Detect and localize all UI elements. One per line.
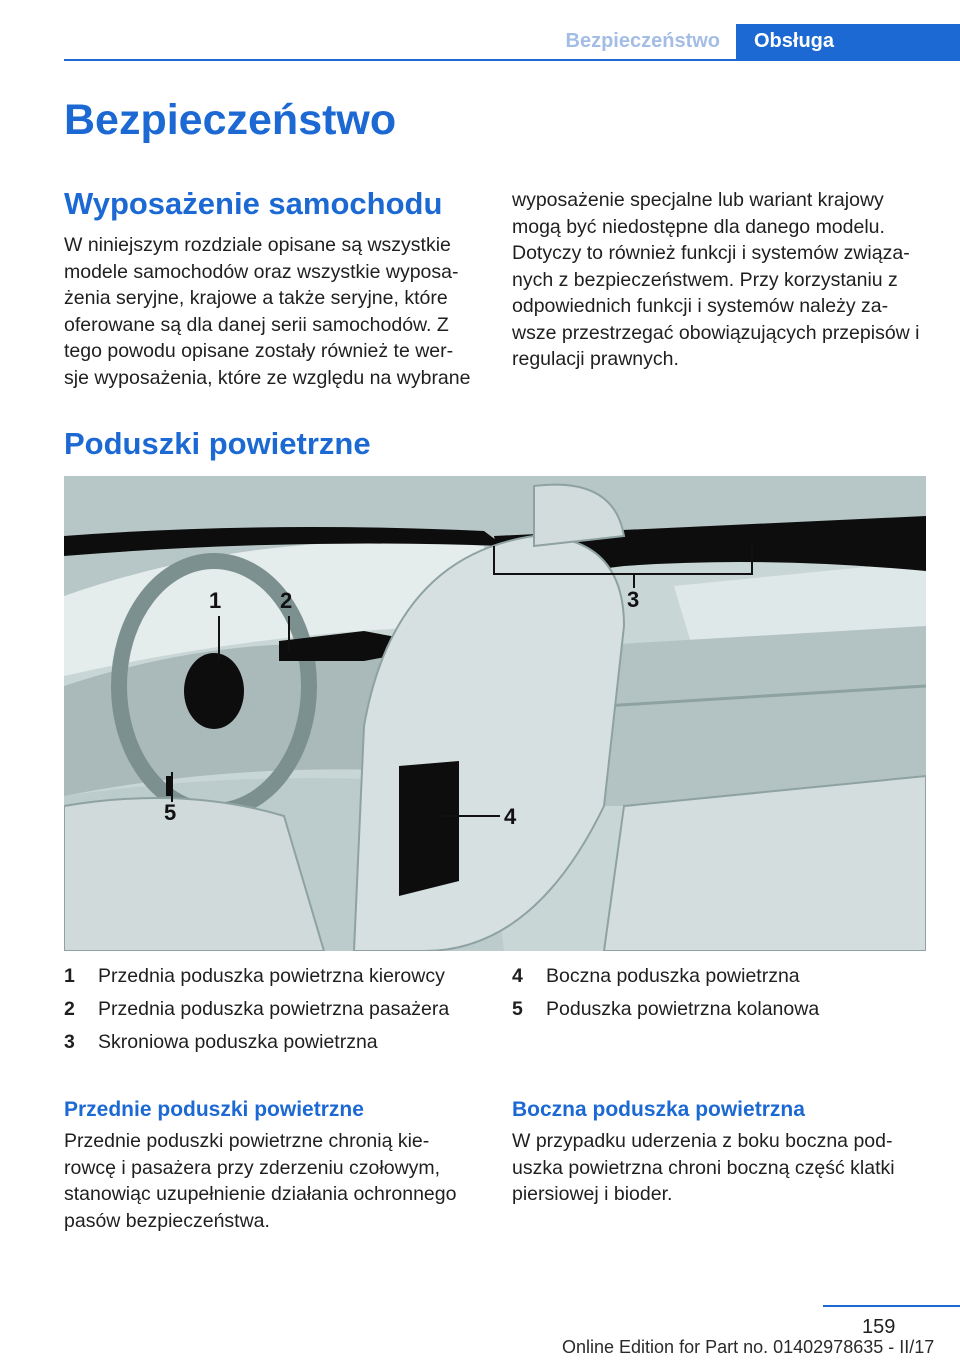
legend-number: 3	[64, 1031, 75, 1053]
legend-item	[64, 1026, 504, 1059]
callout-2: 2	[280, 588, 293, 613]
airbag-figure	[64, 476, 926, 951]
text-line: regulacji prawnych.	[512, 348, 679, 370]
text-line: uszka powietrzna chroni boczną część klatki	[512, 1156, 895, 1179]
text-line: modele samochodów oraz wszystkie wyposa‐	[64, 260, 459, 283]
text-line: tego powodu opisane zostały również te wer‐	[64, 340, 454, 362]
legend-text: Przednia poduszka powietrzna kierowcy	[98, 965, 445, 987]
text-line: Dotyczy to również funkcji i systemów związa‐	[512, 242, 910, 264]
text-line: sje wyposażenia, które ze względu na wybrane	[64, 366, 471, 389]
equipment-text-right	[512, 187, 932, 373]
text-line: piersiowej i bioder.	[512, 1183, 673, 1205]
text-line: odpowiednich funkcji i systemów należy za‐	[512, 295, 889, 317]
legend-item	[512, 993, 932, 1026]
text-line: W niniejszym rozdziale opisane są wszystkie	[64, 234, 451, 256]
side-airbag-text	[512, 1128, 932, 1208]
front-airbags-heading: Przednie poduszki powietrzne	[64, 1098, 364, 1121]
text-line: wsze przestrzegać obowiązujących przepisów i	[512, 321, 920, 344]
front-airbags-text	[64, 1128, 494, 1234]
equipment-text-left	[64, 232, 484, 391]
callout-5: 5	[164, 800, 177, 825]
legend-number: 5	[512, 998, 523, 1020]
page-number: 159	[862, 1316, 896, 1338]
text-line: W przypadku uderzenia z boku boczna pod‐	[512, 1130, 893, 1152]
driver-seat	[64, 798, 324, 951]
text-line: oferowane są dla danej serii samochodów. Z	[64, 313, 449, 336]
edition-note: Online Edition for Part no. 01402978635 - II/17	[562, 1337, 935, 1357]
callout-1: 1	[209, 588, 222, 613]
page-title: Bezpieczeństwo	[64, 96, 397, 144]
door-panel	[584, 626, 926, 806]
header-rule	[64, 59, 960, 61]
text-line: wyposażenie specjalne lub wariant krajowy	[512, 189, 884, 211]
legend-number: 4	[512, 965, 523, 987]
legend-text: Przednia poduszka powietrzna pasażera	[98, 998, 450, 1020]
legend-left	[64, 960, 504, 1059]
text-line: pasów bezpieczeństwa.	[64, 1209, 270, 1232]
legend-text: Poduszka powietrzna kolanowa	[546, 998, 820, 1020]
legend-item	[64, 960, 504, 993]
legend-item	[64, 993, 504, 1026]
header-tabs	[566, 24, 960, 60]
text-line: Przednie poduszki powietrzne chronią kie‐	[64, 1130, 430, 1152]
text-line: rowcę i pasażera przy zderzeniu czołowym,	[64, 1156, 441, 1179]
callout-3: 3	[627, 587, 640, 612]
driver-airbag-shape	[184, 653, 244, 729]
side-airbag-shape	[399, 761, 459, 896]
legend-number: 1	[64, 965, 75, 987]
side-airbag-heading: Boczna poduszka powietrzna	[512, 1098, 805, 1121]
legend-item	[512, 960, 932, 993]
text-line: mogą być niedostępne dla danego modelu.	[512, 215, 885, 238]
footer-rule	[823, 1305, 960, 1307]
callout-4: 4	[504, 804, 517, 829]
legend-text: Skroniowa poduszka powietrzna	[98, 1031, 378, 1053]
legend-number: 2	[64, 998, 75, 1020]
text-line: żenia seryjne, krajowe a także seryjne, które	[64, 287, 448, 309]
rear-seat	[604, 776, 926, 951]
car-interior-illustration	[64, 476, 926, 951]
text-line: stanowiąc uzupełnienie działania ochronnego	[64, 1183, 457, 1205]
airbags-heading: Poduszki powietrzne	[64, 426, 371, 461]
tab-section-bezpieczenstwo[interactable]: Bezpieczeństwo	[565, 30, 720, 52]
legend-text: Boczna poduszka powietrzna	[546, 965, 800, 987]
tab-chapter-obsluga[interactable]: Obsługa	[736, 24, 960, 60]
legend-right	[512, 960, 932, 1026]
equipment-heading: Wyposażenie samochodu	[64, 186, 443, 221]
text-line: nych z bezpieczeństwem. Przy korzystaniu z	[512, 268, 898, 291]
